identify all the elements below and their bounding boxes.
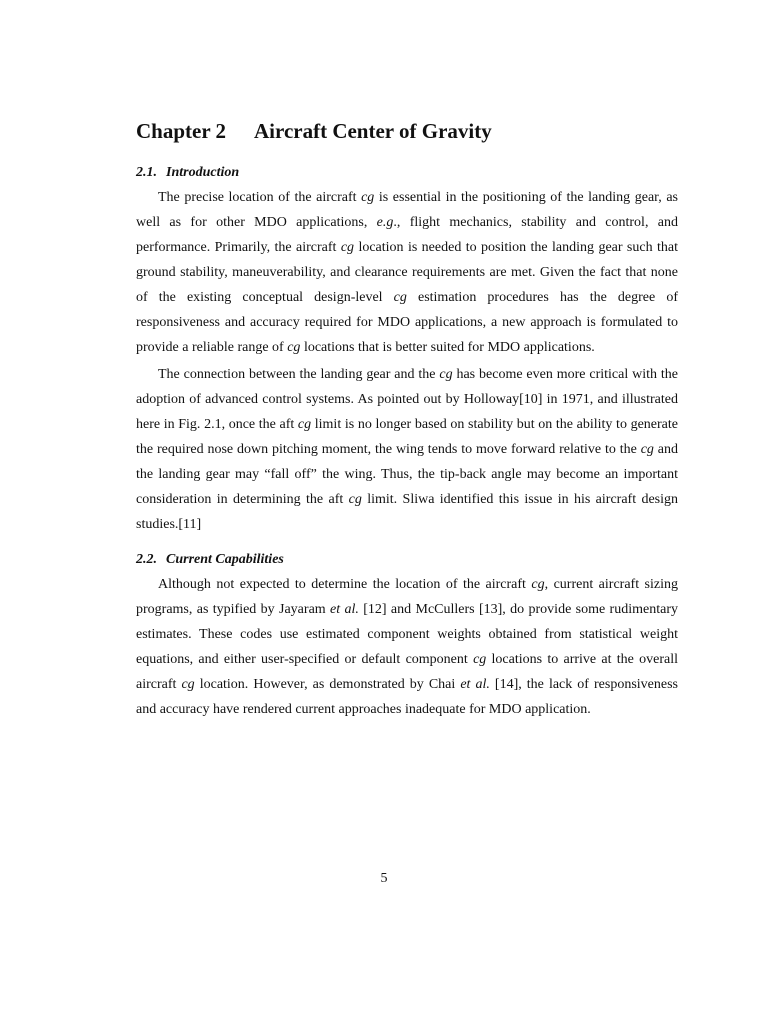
section-number: 2.1.	[136, 165, 157, 180]
text-run: The precise location of the aircraft	[158, 190, 362, 205]
text-run: The connection between the landing gear and the	[158, 367, 440, 382]
text-run: limit is no longer based on stability but on the ability to generate the required nose down pitching moment, the wing tends to move forward relative to the	[136, 417, 678, 457]
section-title: Introduction	[166, 165, 240, 180]
italic-text-run: e.g	[376, 215, 394, 230]
text-run: limit. Sliwa identified this issue in his aircraft design studies.[11]	[136, 492, 679, 532]
italic-text-run: cg	[348, 492, 362, 507]
text-run: Although not expected to determine the location of the aircraft	[158, 577, 532, 592]
text-run: estimation procedures has the degree of responsiveness and accuracy required for MDO applications, a new approach is formulated to provide a reliable range of	[136, 290, 678, 355]
chapter-title-text: Aircraft Center of Gravity	[254, 119, 492, 143]
section-number: 2.2.	[136, 552, 157, 567]
page-number: 5	[380, 871, 388, 886]
italic-text-run: cg	[640, 442, 654, 457]
chapter-number: Chapter 2	[136, 119, 227, 143]
text-run: location is needed to position the landing gear such that ground stability, maneuverability, and clearance requirements are met. Given the fact that none of the existing conceptual design-level	[136, 240, 678, 305]
text-run: and the landing gear may “fall off” the wing. Thus, the tip-back angle may become an important consideration in determining the aft	[136, 442, 678, 507]
italic-text-run: cg	[361, 190, 375, 205]
section-heading-current-capabilities	[136, 547, 284, 572]
text-run: is essential in the positioning of the landing gear, as well as for other MDO applications,	[136, 190, 678, 230]
italic-text-run: cg	[297, 417, 312, 432]
chapter-title	[136, 117, 492, 145]
italic-text-run: cg	[473, 652, 487, 667]
text-run: [12] and McCullers [13], do provide some rudimentary estimates. These codes use estimated component weights obtained from statistical weight equations, and either user-specified or default component	[136, 602, 678, 667]
section-heading-introduction	[136, 160, 239, 185]
italic-text-run: cg	[531, 577, 545, 592]
paragraph	[136, 572, 678, 722]
italic-text-run: et al.	[460, 677, 490, 692]
italic-text-run: cg	[340, 240, 355, 255]
text-run: location. However, as demonstrated by Chai	[194, 677, 461, 692]
text-run: has become even more critical with the adoption of advanced control systems. As pointed out by Holloway[10] in 1971, and illustrated here in Fig. 2.1, once the aft	[136, 367, 678, 432]
italic-text-run: cg	[287, 340, 301, 355]
italic-text-run: cg	[439, 367, 453, 382]
text-run: locations to arrive at the overall aircraft	[136, 652, 679, 692]
paragraph	[136, 185, 678, 360]
italic-text-run: et al.	[330, 602, 359, 617]
text-run: locations that is better suited for MDO applications.	[300, 340, 595, 355]
text-run: [14], the lack of responsiveness and accuracy have rendered current approaches inadequate for MDO application.	[136, 677, 678, 717]
italic-text-run: cg	[181, 677, 195, 692]
section-title: Current Capabilities	[166, 552, 284, 567]
text-run: , current aircraft sizing programs, as typified by Jayaram	[136, 577, 678, 617]
paragraph	[136, 362, 678, 537]
italic-text-run: cg	[393, 290, 407, 305]
text-run: ., flight mechanics, stability and control, and performance. Primarily, the aircraft	[136, 215, 678, 255]
